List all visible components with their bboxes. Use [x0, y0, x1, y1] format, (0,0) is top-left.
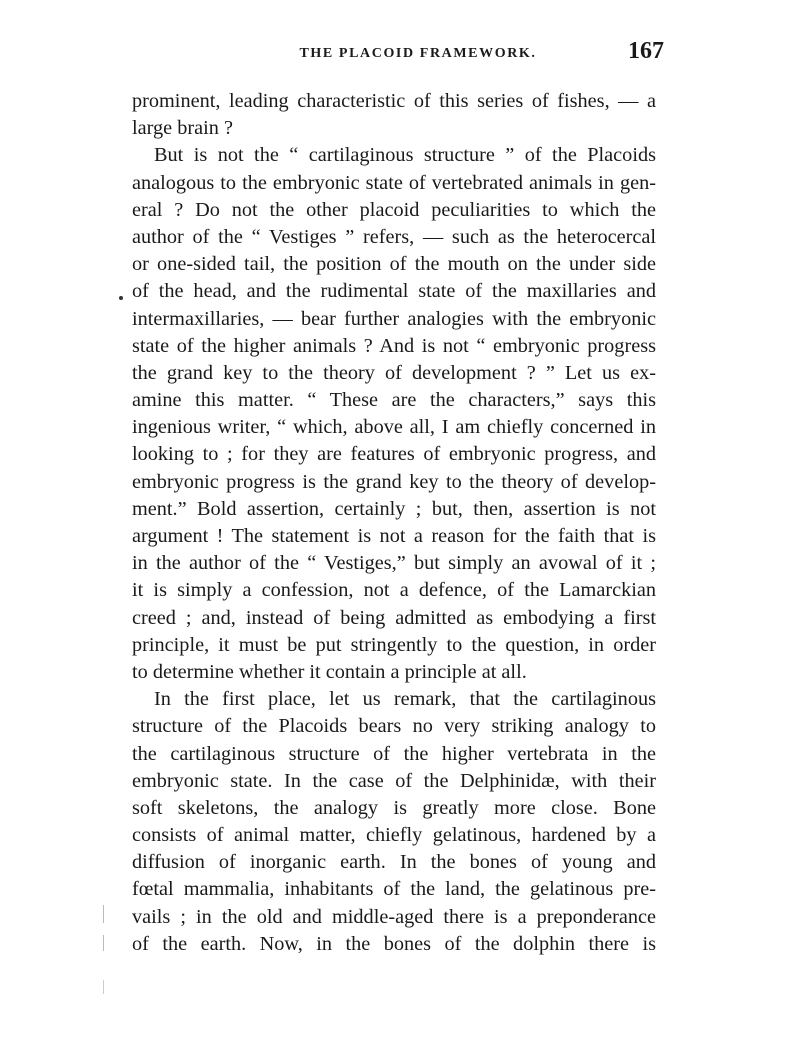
text-line: But is not the “ cartilaginous structure ” of the Placoids [154, 144, 656, 167]
text-line: embryonic progress is the grand key to the theory of develop- [132, 470, 656, 493]
text-line: large brain ? [132, 117, 233, 140]
text-line: in the author of the “ Vestiges,” but simply an avowal of it ; [132, 552, 656, 575]
text-line: soft skeletons, the analogy is greatly more close. Bone [132, 796, 656, 819]
ink-speck [103, 980, 104, 994]
page-number: 167 [628, 38, 664, 64]
ink-speck [103, 905, 104, 923]
text-line: analogous to the embryonic state of vertebrated animals in gen- [132, 171, 656, 194]
text-line: the cartilaginous structure of the higher vertebrata in the [132, 742, 656, 765]
text-line: creed ; and, instead of being admitted as embodying a first [132, 606, 656, 629]
text-line: diffusion of inorganic earth. In the bones of young and [132, 851, 656, 874]
text-line: intermaxillaries, — bear further analogies with the embryonic [132, 307, 656, 330]
running-head: THE PLACOID FRAMEWORK. [299, 46, 537, 61]
text-line: eral ? Do not the other placoid peculiarities to which the [132, 198, 656, 221]
text-line: embryonic state. In the case of the Delphinidæ, with their [132, 769, 656, 792]
text-line: of the earth. Now, in the bones of the dolphin there is [132, 932, 656, 955]
text-line: structure of the Placoids bears no very striking analogy to [132, 715, 656, 738]
text-line: prominent, leading characteristic of this series of fishes, — a [132, 90, 656, 112]
text-line: or one-sided tail, the position of the mouth on the under side [132, 253, 656, 276]
text-line: to determine whether it contain a principle at all. [132, 660, 527, 683]
text-line: the grand key to the theory of development ? ” Let us ex- [132, 361, 656, 384]
text-line: looking to ; for they are features of embryonic progress, and [132, 443, 656, 466]
text-line: vails ; in the old and middle-aged there is a preponderance [132, 905, 656, 928]
text-line: it is simply a confession, not a defence, of the Lamarckian [132, 579, 656, 602]
text-line: state of the higher animals ? And is not “ embryonic progress [132, 334, 656, 357]
text-line: of the head, and the rudimental state of the maxillaries and [132, 280, 656, 303]
text-line: argument ! The statement is not a reason for the faith that is [132, 525, 656, 547]
text-line: amine this matter. “ These are the characters,” says this [132, 389, 656, 412]
page-header [132, 36, 664, 70]
ink-speck [103, 935, 104, 951]
body-text [132, 88, 656, 958]
ink-speck [119, 296, 123, 300]
text-line: consists of animal matter, chiefly gelatinous, hardened by a [132, 824, 656, 847]
paragraph [132, 686, 656, 958]
text-line: fœtal mammalia, inhabitants of the land, the gelatinous pre- [132, 878, 656, 901]
text-line: In the first place, let us remark, that the cartilaginous [154, 688, 656, 711]
paragraph [132, 88, 656, 142]
text-line: ment.” Bold assertion, certainly ; but, then, assertion is not [132, 497, 656, 520]
text-line: ingenious writer, “ which, above all, I am chiefly concerned in [132, 416, 656, 439]
paragraph [132, 142, 656, 686]
text-line: author of the “ Vestiges ” refers, — such as the heterocercal [132, 225, 656, 248]
text-line: principle, it must be put stringently to the question, in order [132, 633, 656, 656]
